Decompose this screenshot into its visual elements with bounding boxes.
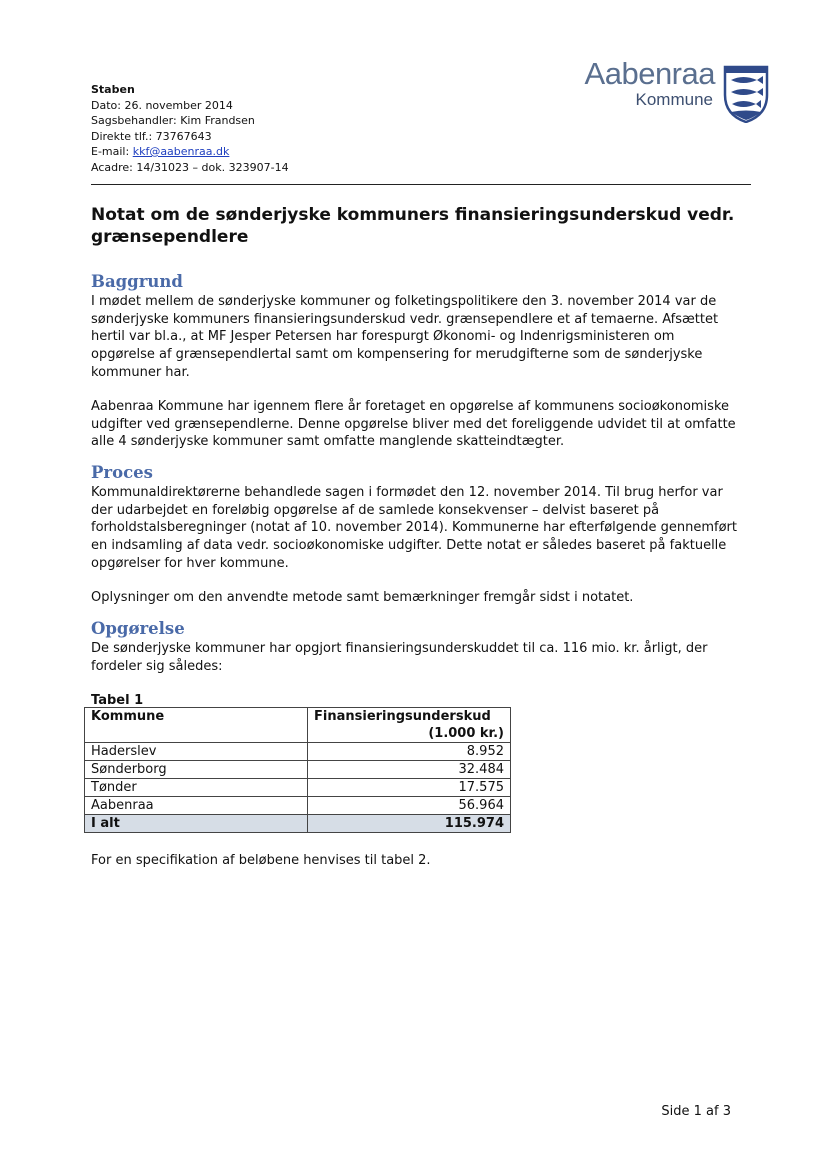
- column-header-kommune: Kommune: [85, 708, 308, 743]
- logo-name: Aabenraa: [584, 56, 715, 91]
- page-number: Side 1 af 3: [661, 1104, 731, 1119]
- email-link[interactable]: kkf@aabenraa.dk: [132, 145, 230, 158]
- table-caption: Tabel 1: [91, 693, 144, 708]
- heading-baggrund: Baggrund: [91, 272, 183, 291]
- financing-table: [84, 707, 511, 833]
- date: Dato: 26. november 2014: [91, 98, 233, 112]
- row-kommune: Sønderborg: [85, 761, 308, 779]
- column-header-unit: (1.000 kr.): [428, 726, 504, 741]
- aabenraa-logo: [585, 56, 775, 126]
- header-divider: [91, 184, 751, 185]
- column-header-label: Finansieringsunderskud: [314, 709, 491, 724]
- table-header-row: [85, 708, 511, 743]
- row-kommune: Haderslev: [85, 743, 308, 761]
- heading-opgoerelse: Opgørelse: [91, 619, 185, 638]
- department: Staben: [91, 83, 135, 96]
- opgoerelse-paragraph-1: De sønderjyske kommuner har opgjort finansieringsunderskuddet til ca. 116 mio. kr. årligt, der fordeler sig således:: [91, 641, 708, 674]
- total-value: 115.974: [308, 815, 511, 833]
- row-value: 17.575: [308, 779, 511, 797]
- logo-subtitle: Kommune: [635, 90, 713, 109]
- heading-proces: Proces: [91, 463, 153, 482]
- caseworker: Sagsbehandler: Kim Frandsen: [91, 114, 255, 127]
- table-row: [85, 743, 511, 761]
- table-total-row: [85, 815, 511, 833]
- row-value: 32.484: [308, 761, 511, 779]
- proces-paragraph-2: Oplysninger om den anvendte metode samt bemærkninger fremgår sidst i notatet.: [91, 590, 634, 605]
- table-row: [85, 779, 511, 797]
- coat-of-arms-icon: [723, 65, 769, 123]
- email-line: [91, 144, 289, 160]
- row-value: 56.964: [308, 797, 511, 815]
- document-title: Notat om de sønderjyske kommuners finansieringsunderskud vedr. grænsependlere: [91, 205, 735, 247]
- table-row: [85, 761, 511, 779]
- total-label: I alt: [85, 815, 308, 833]
- row-kommune: Tønder: [85, 779, 308, 797]
- proces-paragraph-1: Kommunaldirektørerne behandlede sagen i formødet den 12. november 2014. Til brug herfor var der udarbejdet en foreløbig opgørelse af de samlede konsekvenser – delvist baseret på forholdstalsberegninger (notat af 10. november 2014). Kommunerne har efterfølgende gennemført en indsamling af data vedr. socioøkonomiske udgifter. Dette notat er således baseret på faktuelle opgørelser for hver kommune.: [91, 485, 738, 571]
- row-value: 8.952: [308, 743, 511, 761]
- phone: Direkte tlf.: 73767643: [91, 129, 212, 143]
- after-table-text: For en specifikation af beløbene henvises til tabel 2.: [91, 853, 431, 868]
- baggrund-paragraph-1: I mødet mellem de sønderjyske kommuner og folketingspolitikere den 3. november 2014 var de sønderjyske kommuners finansieringsunderskud vedr. grænsependlere et af temaerne. Afsættet hertil var bl.a., at MF Jesper Petersen har forespurgt Økonomi- og Indenrigsministeren om opgørelse af grænsependlertal samt om kompensering for merudgifterne som de sønderjyske kommuner har.: [91, 294, 719, 380]
- table-row: [85, 797, 511, 815]
- email-label: E-mail:: [91, 145, 133, 158]
- row-kommune: Aabenraa: [85, 797, 308, 815]
- reference: Acadre: 14/31023 – dok. 323907-14: [91, 160, 289, 174]
- header-block: [91, 82, 289, 175]
- baggrund-paragraph-2: Aabenraa Kommune har igennem flere år foretaget en opgørelse af kommunens socioøkonomiske udgifter ved grænsependlerne. Denne opgørelse bliver med det foreliggende udvidet til at omfatte alle 4 sønderjyske kommuner samt omfatte manglende skatteindtægter.: [91, 399, 736, 450]
- column-header-finansiering: [308, 708, 511, 743]
